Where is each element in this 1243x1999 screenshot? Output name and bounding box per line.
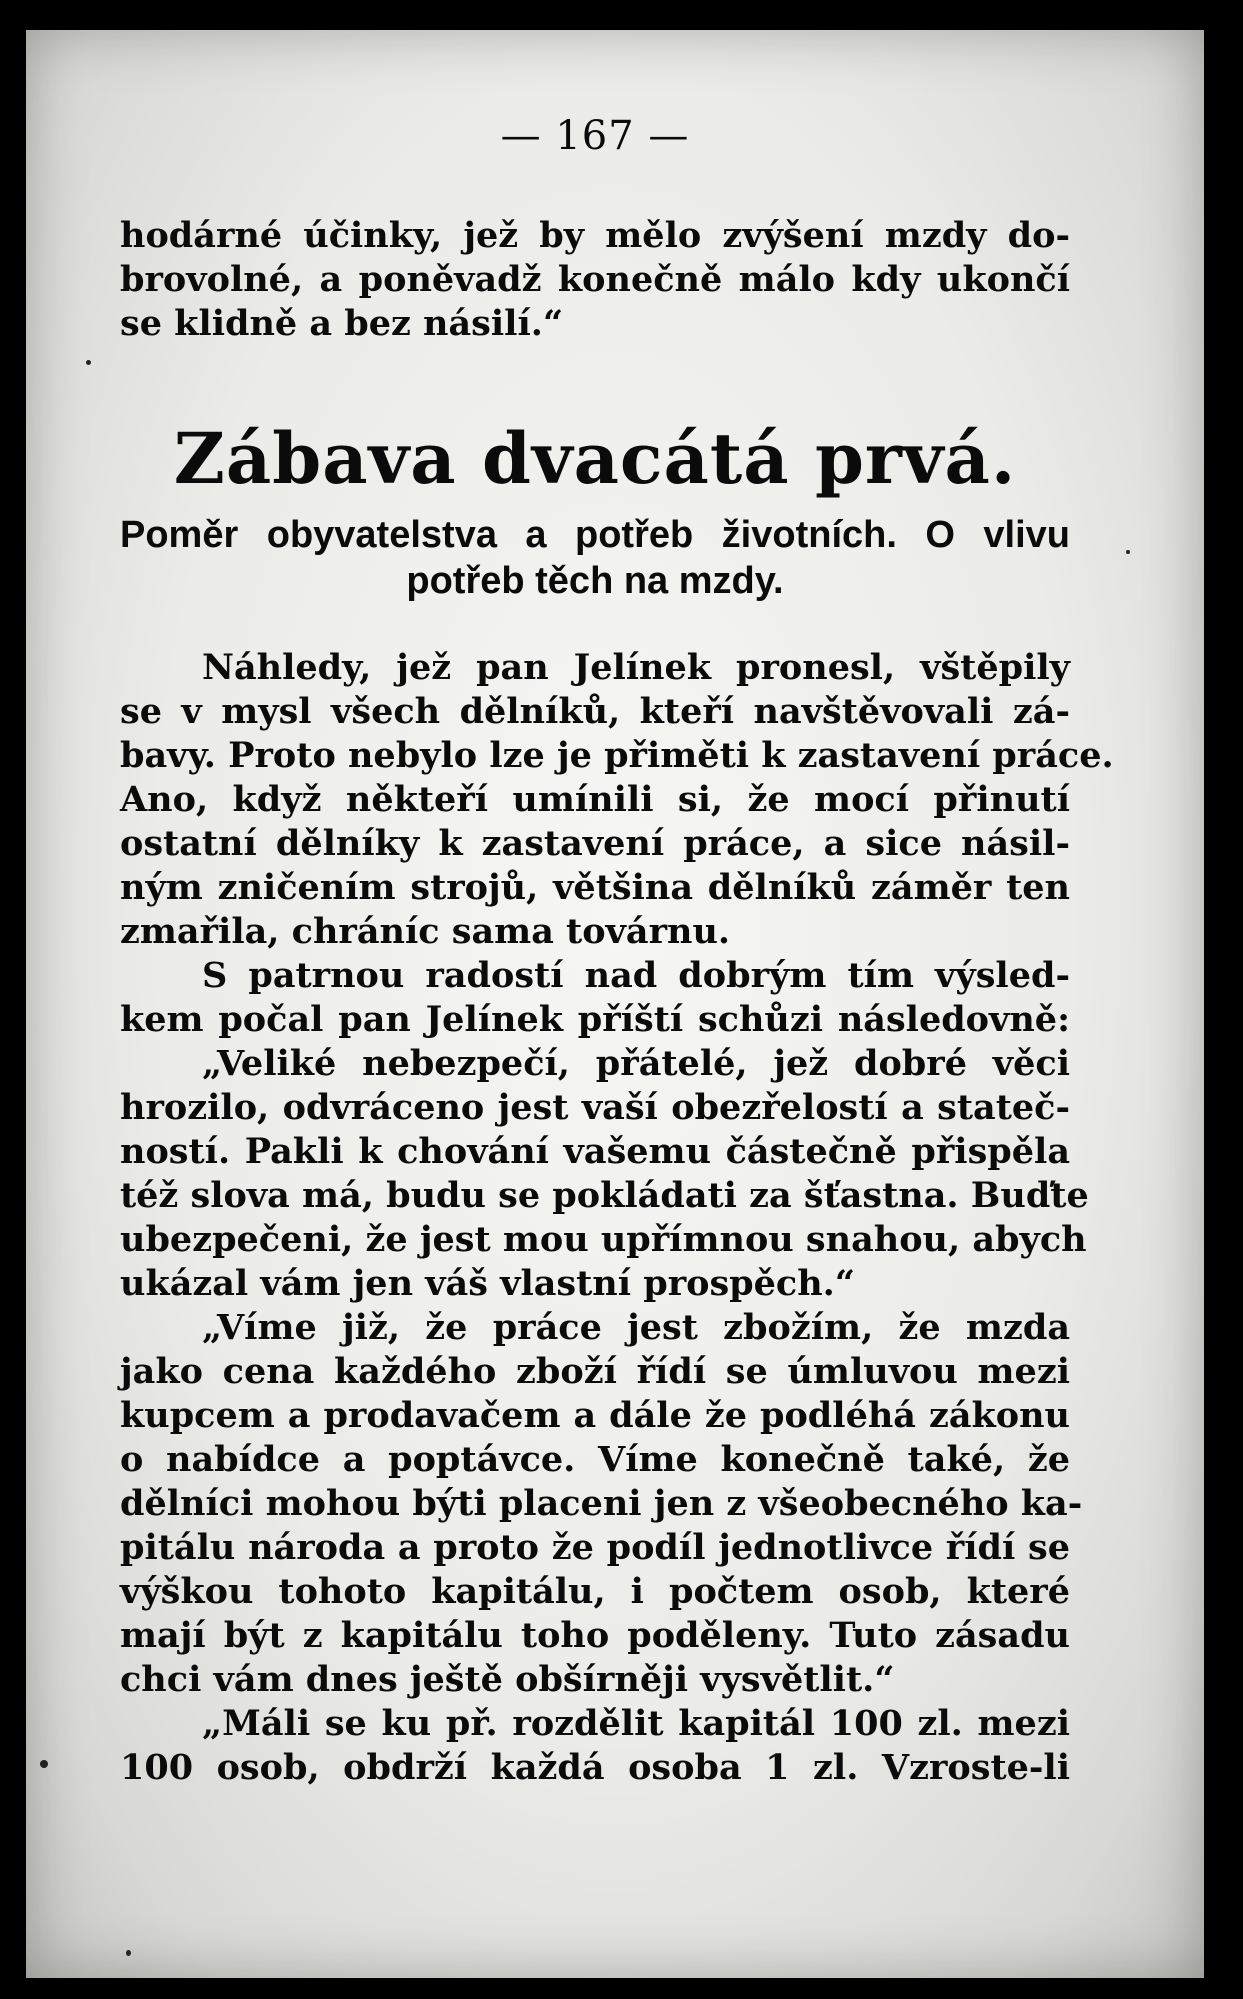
text-line: kem počal pan Jelínek příští schůzi následovně:	[120, 999, 1070, 1040]
text-line: kupcem a prodavačem a dále že podléhá zákonu	[120, 1395, 1070, 1436]
text-line: brovolné, a poněvadž konečně málo kdy ukončí	[120, 259, 1070, 300]
page-number: — 167 —	[500, 113, 690, 159]
paragraph	[120, 954, 1070, 1042]
text-line: chci vám dnes ještě obšírněji vysvětlit.“	[120, 1659, 895, 1700]
text-line: Náhledy, jež pan Jelínek pronesl, vštěpily	[202, 647, 1070, 688]
paragraph	[120, 1306, 1083, 1702]
text-line: 100 osob, obdrží každá osoba 1 zl. Vzroste-li	[120, 1747, 1070, 1788]
text-line: jako cena každého zboží řídí se úmluvou mezi	[120, 1351, 1070, 1392]
page-text	[120, 108, 1114, 1790]
print-speck	[1126, 550, 1130, 554]
text-line: hrozilo, odvráceno jest vaší obezřelostí a stateč-	[120, 1087, 1070, 1128]
text-line: „Veliké nebezpečí, přátelé, jež dobré věci	[202, 1043, 1070, 1084]
text-line: ností. Pakli k chování vašemu částečně přispěla	[120, 1131, 1070, 1172]
text-line: zmařila, chráníc sama továrnu.	[120, 911, 731, 952]
continuation-paragraph	[120, 214, 1070, 346]
subtitle-line: Poměr obyvatelstva a potřeb životních. O vlivu	[120, 514, 1070, 556]
text-line: o nabídce a poptávce. Víme konečně také, že	[120, 1439, 1070, 1480]
paragraph	[120, 1702, 1070, 1790]
text-line: hodárné účinky, jež by mělo zvýšení mzdy do-	[120, 215, 1070, 256]
text-line: se klidně a bez násilí.“	[120, 303, 564, 344]
text-line: dělníci mohou býti placeni jen z všeobecného ka-	[120, 1483, 1083, 1524]
paragraph	[120, 646, 1114, 954]
text-line: též slova má, budu se pokládati za šťastna. Buďte	[120, 1175, 1089, 1216]
print-speck	[126, 1950, 131, 1956]
text-line: S patrnou radostí nad dobrým tím výsled-	[202, 955, 1070, 996]
text-line: ostatní dělníky k zastavení práce, a sice násil-	[120, 823, 1070, 864]
text-line: mají být z kapitálu toho poděleny. Tuto zásadu	[120, 1615, 1070, 1656]
text-line: pitálu národa a proto že podíl jednotlivce řídí se	[120, 1527, 1070, 1568]
text-line: výškou tohoto kapitálu, i počtem osob, které	[120, 1571, 1070, 1612]
subtitle-line: potřeb těch na mzdy.	[406, 560, 784, 602]
print-speck	[86, 360, 91, 365]
text-line: „Máli se ku př. rozdělit kapitál 100 zl. mezi	[202, 1703, 1070, 1744]
text-line: „Víme již, že práce jest zbožím, že mzda	[202, 1307, 1070, 1348]
text-line: se v mysl všech dělníků, kteří navštěvovali zá-	[120, 691, 1070, 732]
print-speck	[40, 1760, 48, 1768]
paragraph	[120, 1042, 1089, 1306]
text-line: ným zničením strojů, většina dělníků záměr ten	[120, 867, 1070, 908]
text-line: ubezpečeni, že jest mou upřímnou snahou, abych	[120, 1219, 1087, 1260]
text-line: bavy. Proto nebylo lze je přiměti k zastavení práce.	[120, 735, 1114, 776]
text-line: Ano, když někteří umínili si, že mocí přinutí	[120, 779, 1070, 820]
chapter-title: Zábava dvacátá prvá.	[173, 417, 1017, 500]
text-line: ukázal vám jen váš vlastní prospěch.“	[120, 1263, 855, 1304]
chapter-subtitle	[120, 512, 1070, 604]
